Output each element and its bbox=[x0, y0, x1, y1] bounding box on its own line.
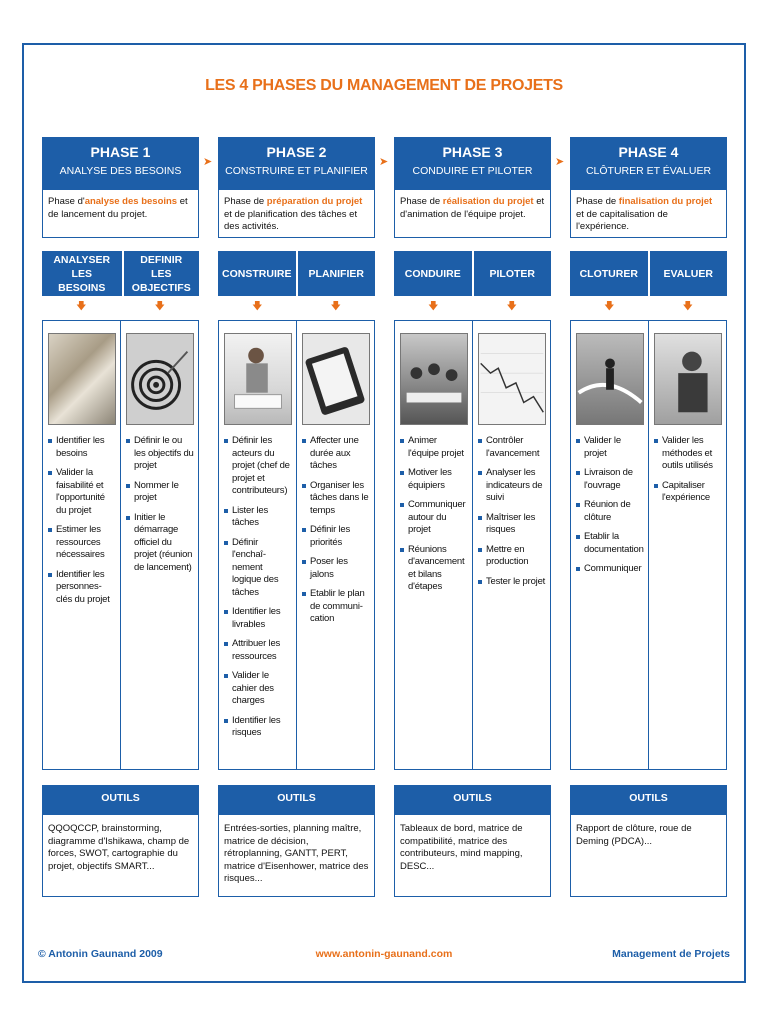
task-list bbox=[576, 435, 644, 576]
charts-photo bbox=[478, 333, 546, 425]
finish-line-photo bbox=[576, 333, 644, 425]
phase-3-body bbox=[394, 320, 551, 770]
sub-column bbox=[296, 321, 374, 769]
phase-1-header bbox=[42, 137, 199, 238]
sub-header: PILOTER bbox=[472, 251, 552, 296]
sub-headers bbox=[394, 251, 551, 296]
list-item: Définir le ou les objectifs du projet bbox=[126, 435, 194, 473]
arrow-down-icon: 🡇 bbox=[330, 301, 341, 312]
target-darts-photo bbox=[126, 333, 194, 425]
sub-headers bbox=[218, 251, 375, 296]
arrow-down-icon: 🡇 bbox=[506, 301, 517, 312]
outils-text: Entrées-sorties, planning maître, matrice de décision, rétroplanning, GANTT, PERT, matrice d'Eisenhower, matrice des risques... bbox=[218, 815, 375, 897]
list-item: Définir l'enchaî-nement logique des tâches bbox=[224, 537, 292, 600]
page-title: LES 4 PHASES DU MANAGEMENT DE PROJETS bbox=[205, 77, 563, 94]
sub-column bbox=[472, 321, 550, 769]
task-list bbox=[48, 435, 116, 606]
organizer-photo bbox=[302, 333, 370, 425]
meeting-photo bbox=[400, 333, 468, 425]
arrow-right-icon: ➤ bbox=[203, 156, 213, 168]
sub-headers bbox=[42, 251, 199, 296]
list-item: Poser les jalons bbox=[302, 556, 370, 581]
phase-4-body bbox=[570, 320, 727, 770]
phase-1-body bbox=[42, 320, 199, 770]
arrow-right-icon: ➤ bbox=[379, 156, 389, 168]
list-item: Analyser les indicateurs de suivi bbox=[478, 467, 546, 505]
list-item: Valider la faisabilité et l'opportunité du projet bbox=[48, 467, 116, 517]
list-item: Valider le cahier des charges bbox=[224, 670, 292, 708]
phase-label: PHASE 1 bbox=[90, 144, 151, 160]
list-item: Communiquer bbox=[576, 563, 644, 576]
sub-header: CONDUIRE bbox=[394, 251, 472, 296]
sub-column bbox=[120, 321, 198, 769]
list-item: Identifier les risques bbox=[224, 715, 292, 740]
arrow-down-icon: 🡇 bbox=[252, 301, 263, 312]
sub-header: CLOTURER bbox=[570, 251, 648, 296]
phase-4-header bbox=[570, 137, 727, 238]
list-item: Tester le projet bbox=[478, 576, 546, 589]
sub-column bbox=[648, 321, 726, 769]
task-list bbox=[654, 435, 722, 505]
arrow-down-icon: 🡇 bbox=[682, 301, 693, 312]
list-item: Capitaliser l'expérience bbox=[654, 480, 722, 505]
list-item: Valider le projet bbox=[576, 435, 644, 460]
man-with-plans-photo bbox=[224, 333, 292, 425]
task-list bbox=[478, 435, 546, 588]
outils-text: Tableaux de bord, matrice de compatibilité, matrice des contributeurs, mind mapping, DESC... bbox=[394, 815, 551, 897]
task-list bbox=[302, 435, 370, 626]
sub-header: EVALUER bbox=[648, 251, 728, 296]
sub-headers bbox=[570, 251, 727, 296]
list-item: Nommer le projet bbox=[126, 480, 194, 505]
man-on-phone-photo bbox=[654, 333, 722, 425]
list-item: Identifier les livrables bbox=[224, 606, 292, 631]
outils-header: OUTILS bbox=[218, 785, 375, 815]
list-item: Animer l'équipe projet bbox=[400, 435, 468, 460]
task-list bbox=[400, 435, 468, 594]
list-item: Affecter une durée aux tâches bbox=[302, 435, 370, 473]
outils-header: OUTILS bbox=[42, 785, 199, 815]
phase-subtitle: CONSTRUIRE ET PLANIFIER bbox=[225, 165, 368, 177]
sub-column bbox=[43, 321, 120, 769]
phase-3-header bbox=[394, 137, 551, 238]
phase-description: Phase d'analyse des besoins et de lancement du projet. bbox=[42, 190, 199, 238]
task-list bbox=[126, 435, 194, 574]
list-item: Livraison de l'ouvrage bbox=[576, 467, 644, 492]
arrow-down-icon: 🡇 bbox=[428, 301, 439, 312]
phase-description: Phase de finalisation du projet et de capitalisation de l'expérience. bbox=[570, 190, 727, 238]
list-item: Initier le démarrage officiel du projet (réunion de lancement) bbox=[126, 512, 194, 575]
outils-text: Rapport de clôture, roue de Deming (PDCA)... bbox=[570, 815, 727, 897]
arrow-down-icon: 🡇 bbox=[154, 301, 165, 312]
arrow-right-icon: ➤ bbox=[555, 156, 565, 168]
list-item: Identifier les personnes-clés du projet bbox=[48, 569, 116, 607]
sub-column bbox=[219, 321, 296, 769]
list-item: Maîtriser les risques bbox=[478, 512, 546, 537]
outils-text: QQOQCCP, brainstorming, diagramme d'Ishikawa, champ de forces, SWOT, cartographie du projet, objectifs SMART... bbox=[42, 815, 199, 897]
phase-subtitle: ANALYSE DES BESOINS bbox=[59, 165, 182, 177]
list-item: Lister les tâches bbox=[224, 505, 292, 530]
phase-label: PHASE 2 bbox=[266, 144, 327, 160]
phase-subtitle: CONDUIRE ET PILOTER bbox=[412, 165, 533, 177]
phase-label: PHASE 3 bbox=[442, 144, 503, 160]
sub-header: ANALYSER LES BESOINS bbox=[42, 251, 122, 296]
sub-header: CONSTRUIRE bbox=[218, 251, 296, 296]
outils-header: OUTILS bbox=[570, 785, 727, 815]
list-item: Réunions d'avancement et bilans d'étapes bbox=[400, 544, 468, 594]
list-item: Contrôler l'avancement bbox=[478, 435, 546, 460]
footer-website-link[interactable]: www.antonin-gaunand.com bbox=[315, 948, 453, 960]
list-item: Identifier les besoins bbox=[48, 435, 116, 460]
list-item: Motiver les équipiers bbox=[400, 467, 468, 492]
phase-2-body bbox=[218, 320, 375, 770]
task-list bbox=[224, 435, 292, 740]
sub-column bbox=[571, 321, 648, 769]
phase-label: PHASE 4 bbox=[618, 144, 679, 160]
sub-header: DEFINIR LES OBJECTIFS bbox=[122, 251, 200, 296]
arrow-down-icon: 🡇 bbox=[76, 301, 87, 312]
outils-header: OUTILS bbox=[394, 785, 551, 815]
list-item: Valider les méthodes et outils utilisés bbox=[654, 435, 722, 473]
list-item: Définir les priorités bbox=[302, 524, 370, 549]
phase-description: Phase de préparation du projet et de planification des tâches et des activités. bbox=[218, 190, 375, 238]
phase-description: Phase de réalisation du projet et d'animation de l'équipe projet. bbox=[394, 190, 551, 238]
list-item: Estimer les ressources nécessaires bbox=[48, 524, 116, 562]
list-item: Mettre en production bbox=[478, 544, 546, 569]
list-item: Etablir le plan de communi-cation bbox=[302, 588, 370, 626]
arrow-down-icon: 🡇 bbox=[604, 301, 615, 312]
sub-header: PLANIFIER bbox=[296, 251, 376, 296]
list-item: Attribuer les ressources bbox=[224, 638, 292, 663]
list-item: Définir les acteurs du projet (chef de projet et contributeurs) bbox=[224, 435, 292, 498]
phase-subtitle: CLÔTURER ET ÉVALUER bbox=[585, 165, 712, 177]
list-item: Organiser les tâches dans le temps bbox=[302, 480, 370, 518]
sub-column bbox=[395, 321, 472, 769]
footer-copyright: © Antonin Gaunand 2009 bbox=[38, 948, 163, 960]
footer-title: Management de Projets bbox=[612, 948, 730, 960]
list-item: Réunion de clôture bbox=[576, 499, 644, 524]
phase-2-header bbox=[218, 137, 375, 238]
list-item: Etablir la documentation bbox=[576, 531, 644, 556]
document-analysis-photo bbox=[48, 333, 116, 425]
list-item: Communiquer autour du projet bbox=[400, 499, 468, 537]
